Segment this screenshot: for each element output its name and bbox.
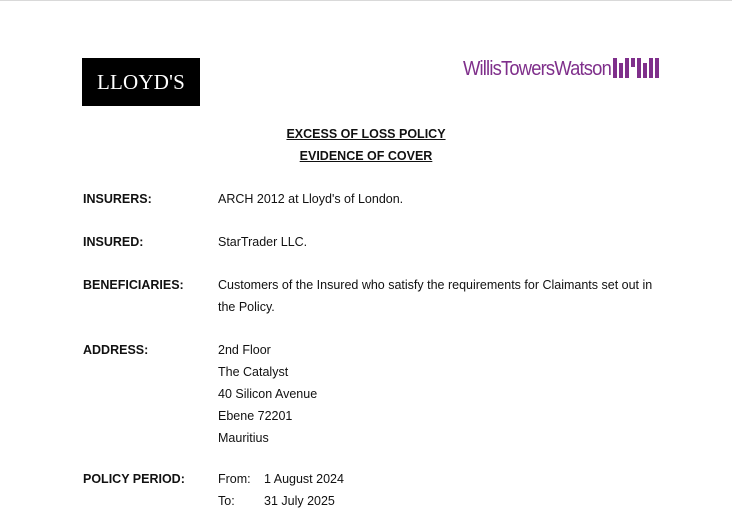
to-date: 31 July 2025 [264,494,335,508]
policy-period-from [218,468,344,490]
beneficiaries-value [218,274,652,318]
beneficiaries-label: BENEFICIARIES: [83,278,184,292]
document-subtitle: EVIDENCE OF COVER [299,149,433,163]
lloyds-logo-text: LLOYD'S [96,69,185,94]
from-date: 1 August 2024 [264,472,344,486]
wtw-logo-mark-icon [613,58,661,80]
address-label: ADDRESS: [83,343,149,357]
policy-period-value [218,468,344,512]
to-label: To: [218,494,235,508]
from-label: From: [218,472,251,486]
address-line: 2nd Floor [218,343,271,357]
page-top-border [0,0,732,1]
beneficiaries-line: the Policy. [218,300,275,314]
policy-period-to [218,490,344,512]
policy-period-label: POLICY PERIOD: [83,472,185,486]
address-line: 40 Silicon Avenue [218,387,318,401]
lloyds-logo [82,58,200,106]
document-title: EXCESS OF LOSS POLICY [286,127,446,141]
insurers-label: INSURERS: [83,192,152,206]
insured-value: StarTrader LLC. [218,235,308,249]
address-line: The Catalyst [218,365,289,379]
wtw-logo-text: WillisTowersWatson [463,57,612,80]
address-line: Mauritius [218,431,269,445]
address-value [218,339,317,449]
beneficiaries-line: Customers of the Insured who satisfy the requirements for Claimants set out in [218,278,653,292]
insured-label: INSURED: [83,235,144,249]
address-line: Ebene 72201 [218,409,293,423]
wtw-logo [463,57,624,81]
insurers-value: ARCH 2012 at Lloyd's of London. [218,192,404,206]
